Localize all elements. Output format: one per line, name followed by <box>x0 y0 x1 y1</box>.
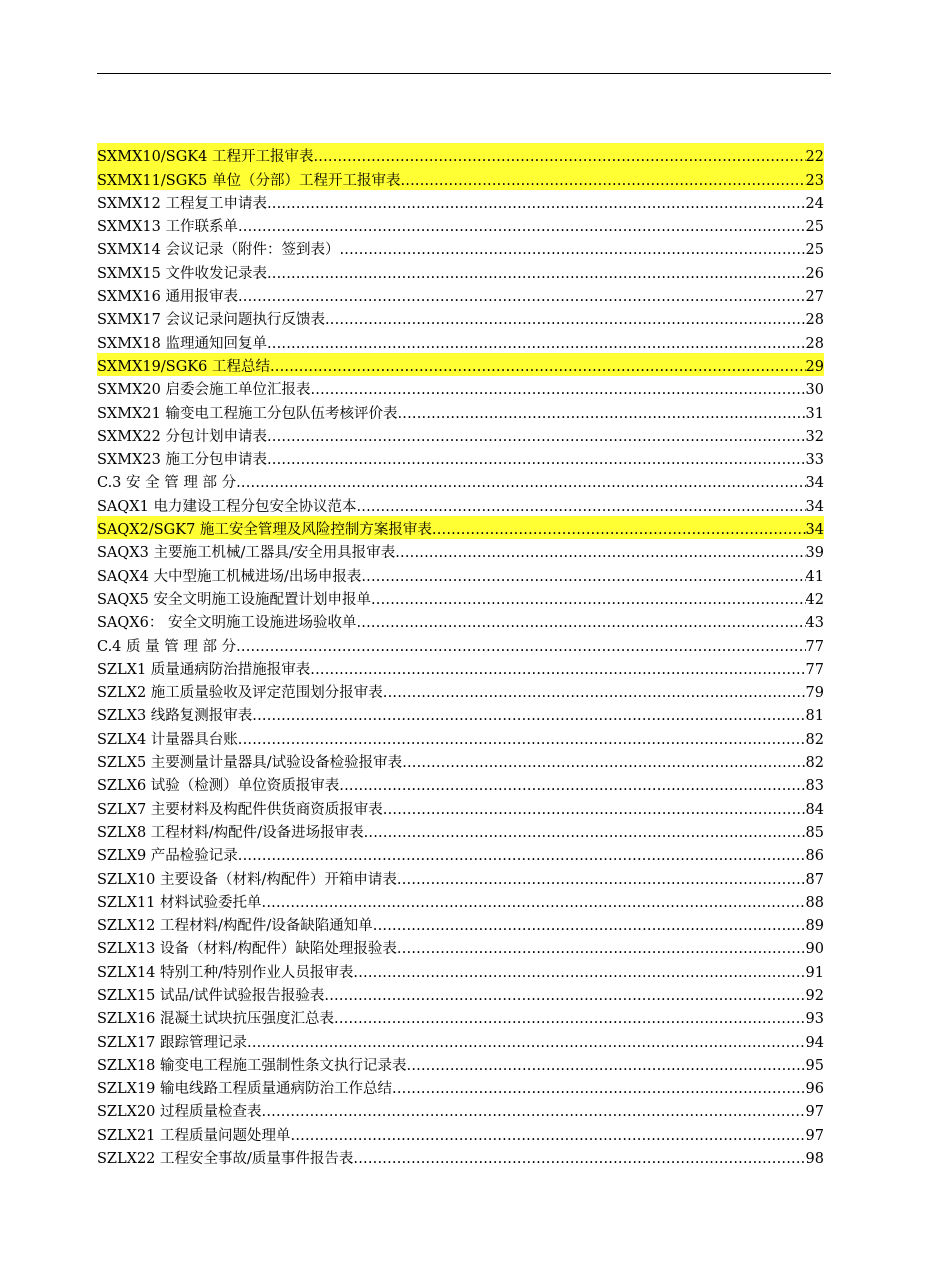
toc-entry[interactable] <box>97 958 824 981</box>
toc-dot-leader <box>353 965 805 982</box>
toc-entry[interactable] <box>97 935 824 958</box>
toc-dot-leader <box>356 615 805 632</box>
toc-entry-page-number: 97 <box>805 1104 824 1121</box>
toc-entry-page-number: 87 <box>805 871 824 888</box>
toc-entry-title: SAQX5 安全文明施工设施配置计划申报单 <box>97 591 371 608</box>
toc-entry-page-number: 39 <box>805 545 824 562</box>
toc-entry[interactable] <box>97 562 824 585</box>
toc-entry-title: SZLX19 输电线路工程质量通病防治工作总结 <box>97 1081 393 1098</box>
toc-entry[interactable] <box>97 329 824 352</box>
toc-dot-leader <box>432 522 806 539</box>
toc-entry[interactable] <box>97 912 824 935</box>
toc-dot-leader <box>397 941 806 958</box>
toc-entry-page-number: 88 <box>805 894 824 911</box>
toc-entry-title: SZLX21 工程质量问题处理单 <box>97 1127 291 1144</box>
toc-entry-page-number: 33 <box>805 452 824 469</box>
toc-entry[interactable] <box>97 143 824 166</box>
toc-dot-leader <box>238 848 806 865</box>
toc-entry-title: SZLX5 主要测量计量器具/试验设备检验报审表 <box>97 755 403 772</box>
toc-entry-title: SZLX20 过程质量检查表 <box>97 1104 262 1121</box>
toc-dot-leader <box>373 918 806 935</box>
toc-entry[interactable] <box>97 1005 824 1028</box>
toc-dot-leader <box>402 755 805 772</box>
toc-entry-title: SAQX1 电力建设工程分包安全协议范本 <box>97 498 357 515</box>
toc-entry-title: SXMX17 会议记录问题执行反馈表 <box>97 312 325 329</box>
toc-entry-page-number: 27 <box>805 289 824 306</box>
toc-entry-page-number: 23 <box>805 172 824 189</box>
toc-dot-leader <box>324 988 805 1005</box>
toc-entry[interactable] <box>97 492 824 515</box>
toc-entry[interactable] <box>97 516 824 539</box>
toc-entry-title: SZLX2 施工质量验收及评定范围划分报审表 <box>97 685 383 702</box>
toc-entry-page-number: 29 <box>805 358 824 375</box>
header-rule <box>97 73 831 74</box>
toc-dot-leader <box>267 429 806 446</box>
toc-entry-page-number: 92 <box>805 987 824 1004</box>
toc-entry-page-number: 43 <box>805 615 824 632</box>
toc-entry[interactable] <box>97 283 824 306</box>
toc-entry[interactable] <box>97 795 824 818</box>
toc-entry[interactable] <box>97 609 824 632</box>
toc-dot-leader <box>397 406 805 423</box>
toc-entry-title: SZLX17 跟踪管理记录 <box>97 1034 248 1051</box>
toc-entry[interactable] <box>97 446 824 469</box>
toc-entry[interactable] <box>97 236 824 259</box>
toc-dot-leader <box>311 382 806 399</box>
toc-entry-page-number: 79 <box>805 685 824 702</box>
toc-entry-title: SZLX11 材料试验委托单 <box>97 894 262 911</box>
toc-entry-page-number: 97 <box>805 1127 824 1144</box>
toc-entry[interactable] <box>97 725 824 748</box>
toc-dot-leader <box>236 475 805 492</box>
toc-entry[interactable] <box>97 376 824 399</box>
toc-entry[interactable] <box>97 306 824 329</box>
toc-entry[interactable] <box>97 889 824 912</box>
toc-entry-page-number: 41 <box>805 568 824 585</box>
toc-entry-page-number: 77 <box>805 638 824 655</box>
toc-entry-title: C.3 安 全 管 理 部 分 <box>97 475 237 492</box>
toc-dot-leader <box>252 708 805 725</box>
toc-entry[interactable] <box>97 1145 824 1168</box>
toc-entry-page-number: 90 <box>805 941 824 958</box>
toc-dot-leader <box>262 895 806 912</box>
toc-entry[interactable] <box>97 819 824 842</box>
toc-entry[interactable] <box>97 982 824 1005</box>
toc-dot-leader <box>371 592 806 609</box>
toc-entry-page-number: 34 <box>805 522 824 539</box>
toc-entry[interactable] <box>97 656 824 679</box>
toc-entry-title: SXMX20 启委会施工单位汇报表 <box>97 382 311 399</box>
toc-entry-title: SZLX1 质量通病防治措施报审表 <box>97 661 311 678</box>
toc-entry[interactable] <box>97 679 824 702</box>
toc-entry-page-number: 34 <box>805 475 824 492</box>
toc-dot-leader <box>340 242 806 259</box>
toc-dot-leader <box>325 312 806 329</box>
toc-dot-leader <box>353 1151 805 1168</box>
toc-dot-leader <box>364 825 806 842</box>
toc-entry[interactable] <box>97 1052 824 1075</box>
toc-entry-title: SXMX11/SGK5 单位（分部）工程开工报审表 <box>97 172 401 189</box>
toc-entry-title: SAQX4 大中型施工机械进场/出场申报表 <box>97 568 362 585</box>
toc-dot-leader <box>238 289 806 306</box>
toc-entry-title: SAQX6： 安全文明施工设施进场验收单 <box>97 615 357 632</box>
toc-entry[interactable] <box>97 166 824 189</box>
toc-entry-title: SZLX12 工程材料/构配件/设备缺陷通知单 <box>97 918 373 935</box>
toc-entry[interactable] <box>97 1121 824 1144</box>
toc-entry-title: SZLX4 计量器具台账 <box>97 731 238 748</box>
toc-dot-leader <box>356 499 805 516</box>
toc-entry[interactable] <box>97 1098 824 1121</box>
toc-dot-leader <box>267 196 806 213</box>
toc-entry-page-number: 96 <box>805 1081 824 1098</box>
toc-entry[interactable] <box>97 632 824 655</box>
toc-entry-page-number: 28 <box>805 312 824 329</box>
toc-entry[interactable] <box>97 190 824 213</box>
toc-entry-title: SZLX13 设备（材料/构配件）缺陷处理报验表 <box>97 941 397 958</box>
toc-entry-page-number: 93 <box>805 1011 824 1028</box>
toc-dot-leader <box>267 452 806 469</box>
toc-entry-title: SZLX15 试品/试件试验报告报验表 <box>97 987 325 1004</box>
toc-entry-page-number: 22 <box>805 149 824 166</box>
toc-dot-leader <box>395 545 805 562</box>
toc-entry-page-number: 91 <box>805 964 824 981</box>
toc-entry-title: SZLX10 主要设备（材料/构配件）开箱申请表 <box>97 871 397 888</box>
toc-entry[interactable] <box>97 702 824 725</box>
toc-dot-leader <box>383 802 806 819</box>
toc-entry-title: SXMX14 会议记录（附件：签到表） <box>97 242 340 259</box>
toc-dot-leader <box>400 173 805 190</box>
toc-entry-title: SXMX12 工程复工申请表 <box>97 195 267 212</box>
toc-entry-page-number: 77 <box>805 661 824 678</box>
toc-entry[interactable] <box>97 842 824 865</box>
toc-entry-title: SXMX10/SGK4 工程开工报审表 <box>97 149 314 166</box>
toc-entry-title: SXMX13 工作联系单 <box>97 219 238 236</box>
toc-entry[interactable] <box>97 353 824 376</box>
toc-entry-page-number: 82 <box>805 731 824 748</box>
toc-dot-leader <box>397 872 806 889</box>
toc-entry[interactable] <box>97 259 824 282</box>
toc-dot-leader <box>392 1081 806 1098</box>
toc-entry[interactable] <box>97 539 824 562</box>
toc-entry-title: SAQX2/SGK7 施工安全管理及风险控制方案报审表 <box>97 522 432 539</box>
toc-dot-leader <box>262 1104 806 1121</box>
toc-dot-leader <box>407 1058 806 1075</box>
toc-dot-leader <box>383 685 806 702</box>
toc-entry-title: SAQX3 主要施工机械/工器具/安全用具报审表 <box>97 545 396 562</box>
toc-dot-leader <box>267 266 806 283</box>
toc-entry-title: SXMX16 通用报审表 <box>97 289 238 306</box>
toc-entry-page-number: 32 <box>805 428 824 445</box>
toc-entry-title: SZLX18 输变电工程施工强制性条文执行记录表 <box>97 1057 407 1074</box>
toc-entry-page-number: 30 <box>805 382 824 399</box>
toc-dot-leader <box>270 359 806 376</box>
toc-dot-leader <box>238 732 806 749</box>
toc-entry-title: SZLX22 工程安全事故/质量事件报告表 <box>97 1151 354 1168</box>
toc-entry-page-number: 26 <box>805 265 824 282</box>
toc-dot-leader <box>238 219 806 236</box>
toc-dot-leader <box>334 1011 806 1028</box>
toc-entry-title: SZLX9 产品检验记录 <box>97 848 238 865</box>
toc-entry-page-number: 94 <box>805 1034 824 1051</box>
toc-entry-title: SXMX18 监理通知回复单 <box>97 335 267 352</box>
toc-entry-title: SXMX21 输变电工程施工分包队伍考核评价表 <box>97 405 398 422</box>
toc-entry-title: SXMX22 分包计划申请表 <box>97 428 267 445</box>
toc-entry-page-number: 25 <box>805 242 824 259</box>
toc-entry-title: SZLX8 工程材料/构配件/设备进场报审表 <box>97 824 364 841</box>
toc-entry-title: SZLX16 混凝土试块抗压强度汇总表 <box>97 1011 335 1028</box>
toc-entry-title: SZLX7 主要材料及构配件供货商资质报审表 <box>97 801 383 818</box>
toc-dot-leader <box>247 1035 806 1052</box>
toc-entry-page-number: 31 <box>805 405 824 422</box>
toc-entry[interactable] <box>97 213 824 236</box>
toc-entry-page-number: 83 <box>805 778 824 795</box>
toc-entry-page-number: 34 <box>805 498 824 515</box>
toc-entry[interactable] <box>97 1075 824 1098</box>
toc-entry-title: SZLX14 特别工种/特别作业人员报审表 <box>97 964 354 981</box>
toc-dot-leader <box>361 569 805 586</box>
toc-dot-leader <box>267 336 806 353</box>
toc-entry-page-number: 85 <box>805 824 824 841</box>
toc-entry[interactable] <box>97 399 824 422</box>
toc-entry-page-number: 81 <box>805 708 824 725</box>
toc-entry[interactable] <box>97 423 824 446</box>
table-of-contents <box>97 143 824 1168</box>
toc-entry[interactable] <box>97 586 824 609</box>
toc-entry[interactable] <box>97 772 824 795</box>
toc-entry-title: SXMX23 施工分包申请表 <box>97 452 267 469</box>
toc-entry[interactable] <box>97 865 824 888</box>
toc-entry-page-number: 98 <box>805 1151 824 1168</box>
toc-entry-page-number: 28 <box>805 335 824 352</box>
toc-entry-page-number: 89 <box>805 918 824 935</box>
toc-dot-leader <box>236 639 805 656</box>
toc-dot-leader <box>291 1128 806 1145</box>
toc-entry-page-number: 24 <box>805 195 824 212</box>
toc-entry-title: SZLX6 试验（检测）单位资质报审表 <box>97 778 340 795</box>
toc-entry-title: SXMX19/SGK6 工程总结 <box>97 358 270 375</box>
toc-entry-page-number: 84 <box>805 801 824 818</box>
toc-entry-title: SXMX15 文件收发记录表 <box>97 265 267 282</box>
toc-entry[interactable] <box>97 749 824 772</box>
toc-entry-page-number: 42 <box>805 591 824 608</box>
toc-entry-title: SZLX3 线路复测报审表 <box>97 708 253 725</box>
toc-entry-title: C.4 质 量 管 理 部 分 <box>97 638 237 655</box>
toc-dot-leader <box>310 662 805 679</box>
toc-entry-page-number: 82 <box>805 755 824 772</box>
toc-entry-page-number: 86 <box>805 848 824 865</box>
toc-dot-leader <box>313 149 805 166</box>
toc-entry-page-number: 95 <box>805 1057 824 1074</box>
toc-entry[interactable] <box>97 1028 824 1051</box>
toc-dot-leader <box>339 778 805 795</box>
toc-entry-page-number: 25 <box>805 219 824 236</box>
toc-entry[interactable] <box>97 469 824 492</box>
